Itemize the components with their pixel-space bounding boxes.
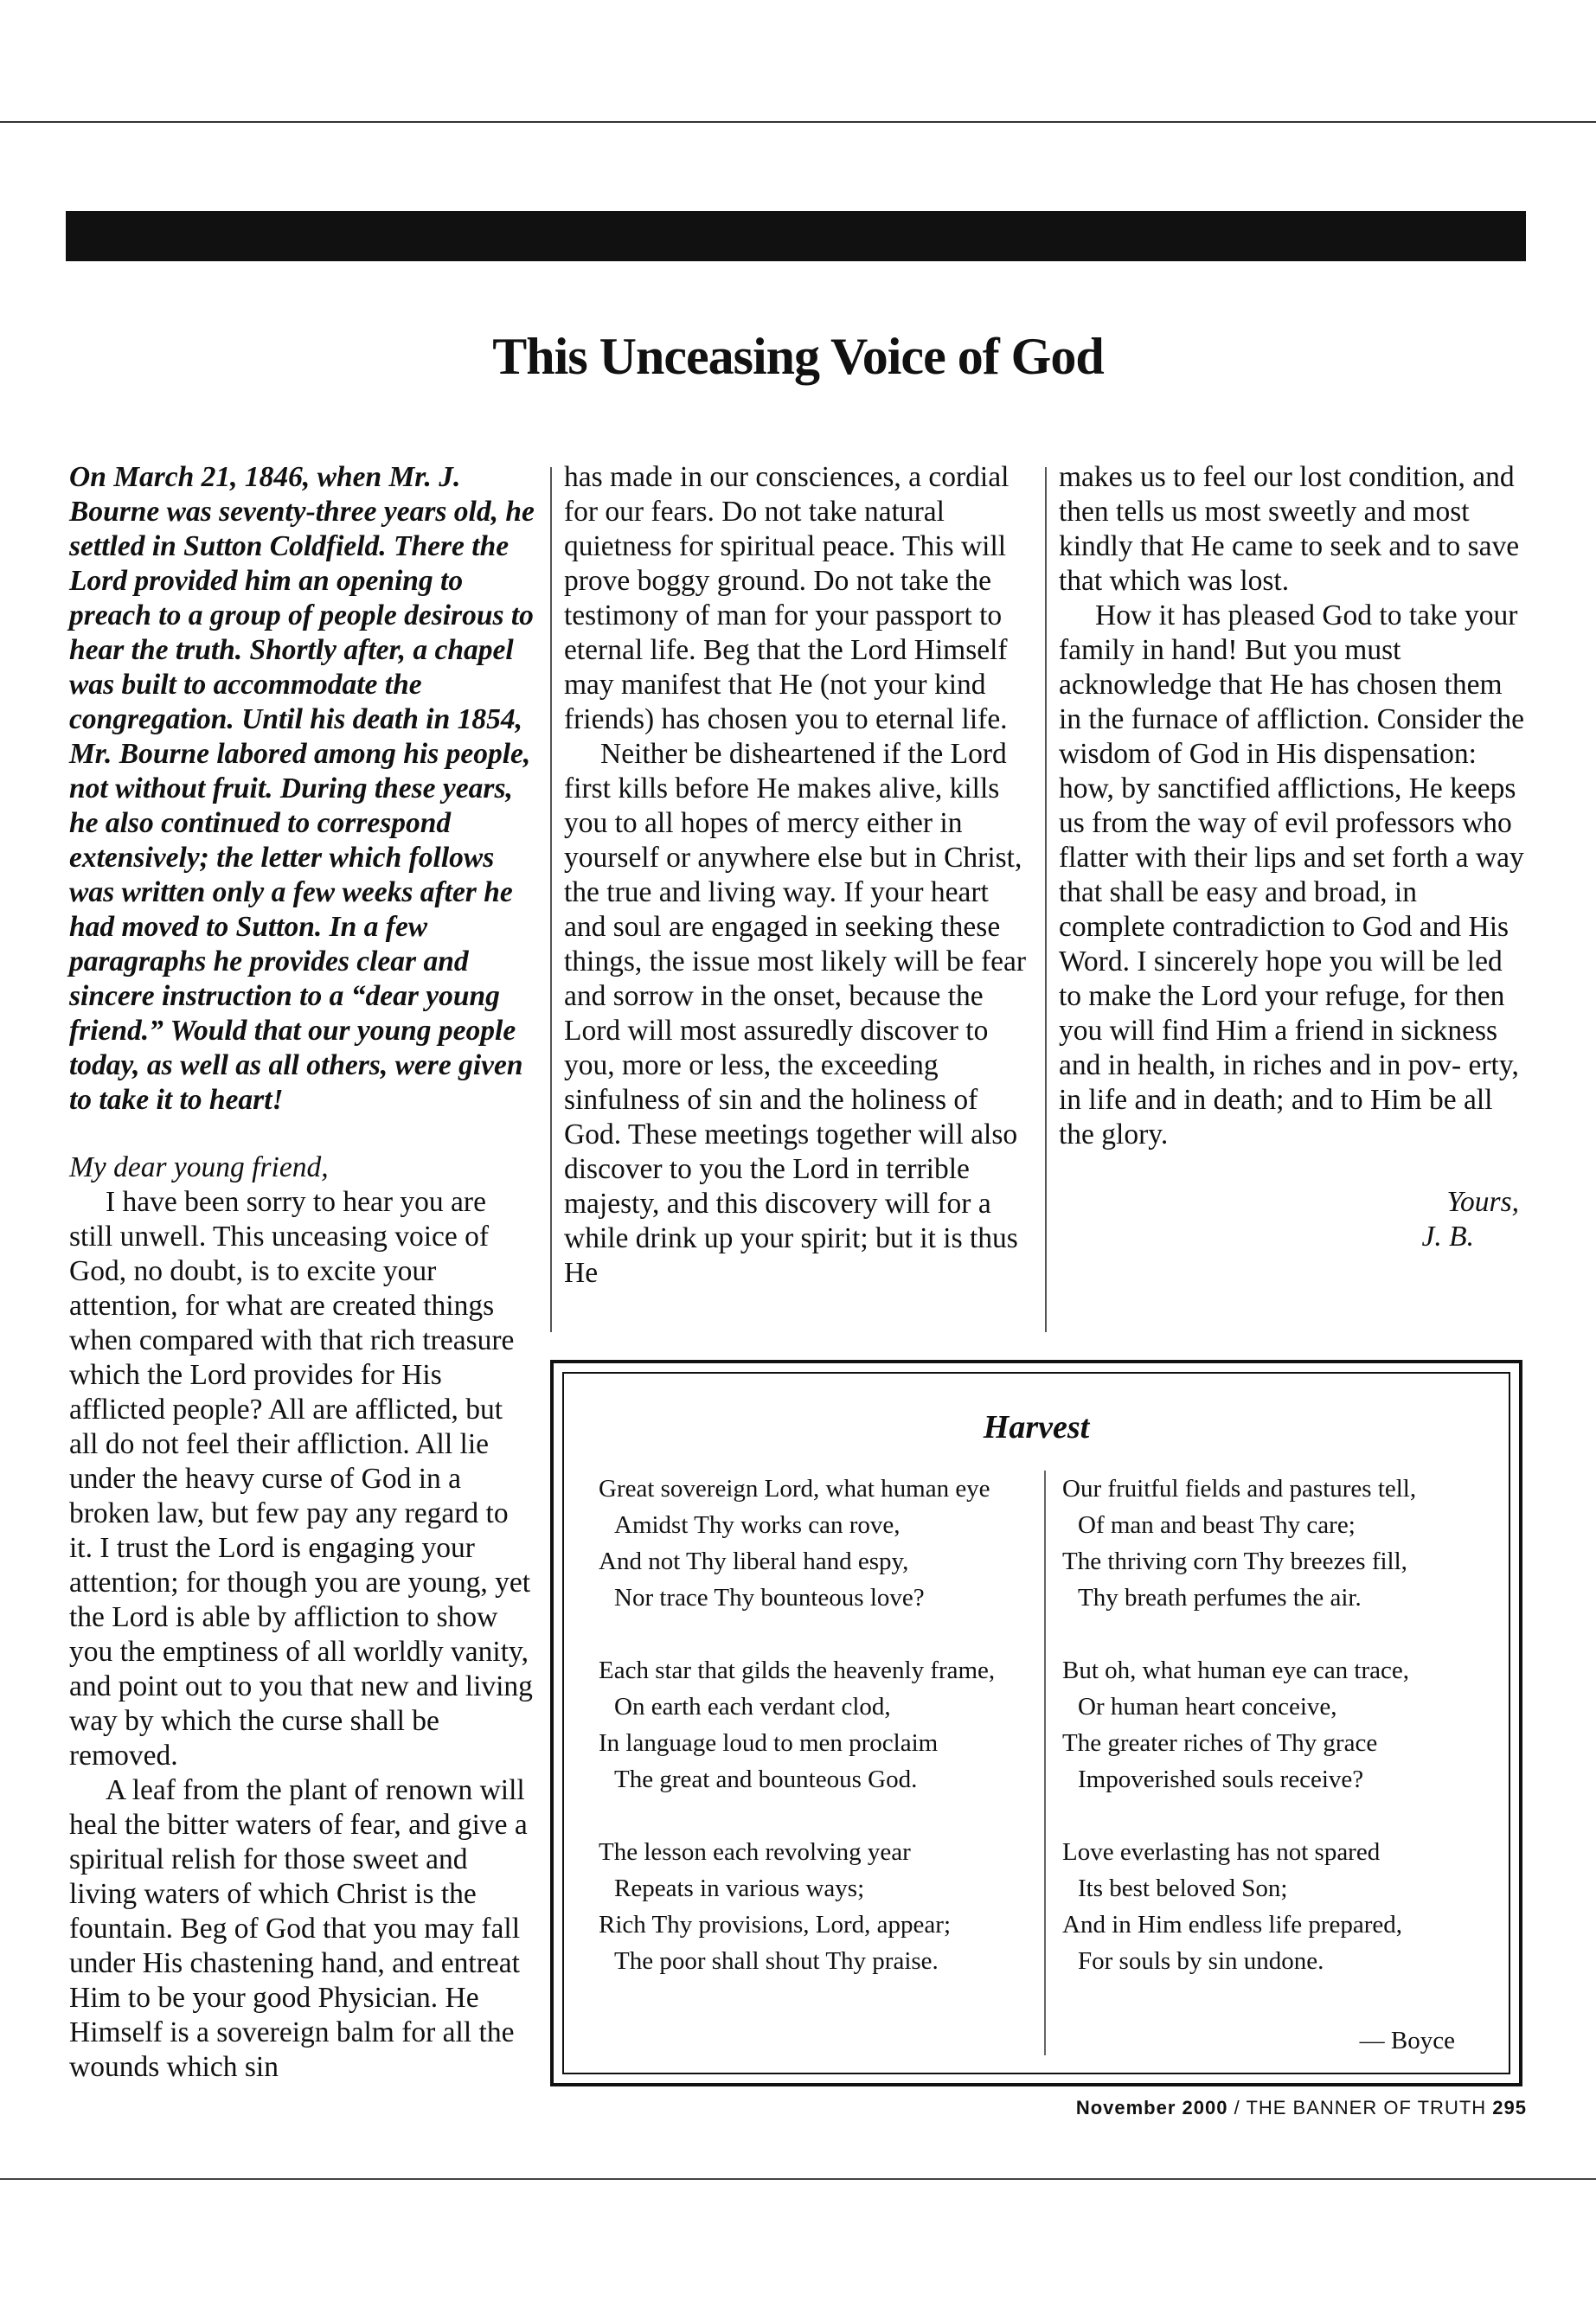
letter-paragraph-2: A leaf from the plant of renown will heal the bitter waters of fear, and give a spiritual relish for those sweet and living waters of which Christ is the fountain. Beg of God that you may fall under His chastening hand, and entreat Him to be your good Physician. He Himself is a sovereign balm for all the wounds which sin (69, 1774, 528, 2083)
letter-paragraph-2-continued: has made in our consciences, a cordial for our fears. Do not take natural quietness for spiritual peace. This will prove boggy ground. Do not take the testimony of man for your passport to eternal life. Beg that the Lord Himself may manifest that He (not your kind friends) has chosen you to eternal life. (564, 461, 1010, 735)
poem-title: Harvest (983, 1409, 1090, 1445)
poem-author: — Boyce (1359, 2027, 1455, 2054)
poem-stanza (599, 1652, 1048, 1798)
poem-right-column (1062, 1471, 1512, 2016)
poem-line: The greater riches of Thy grace (1062, 1729, 1378, 1757)
poem-line: Repeats in various ways; (614, 1875, 865, 1902)
page-footer (1076, 2097, 1527, 2119)
poem-line: Great sovereign Lord, what human eye (599, 1475, 990, 1503)
poem-line: And not Thy liberal hand espy, (599, 1548, 909, 1575)
poem-line: The lesson each revolving year (599, 1838, 911, 1866)
poem-divider (1044, 1471, 1046, 2055)
poem-line: Nor trace Thy bounteous love? (614, 1584, 925, 1612)
article-column-3 (1059, 460, 1526, 1254)
letter-paragraph-4: How it has pleased God to take your family in hand! But you must acknowledge that He has chosen them in the furnace of affliction. Consider the wisdom of God in His dispensation: how, by sanctified afflictions, He keeps us from the way of evil professors who flatter with their lips and set forth a way that shall be easy and broad, in complete contradiction to God and His Word. I sincerely hope you will be led to make the Lord your refuge, for then you will find Him a friend in sickness and in health, in riches and in pov- erty, in life and in death; and to Him be all the glory. (1059, 599, 1524, 1150)
poem-line: For souls by sin undone. (1078, 1947, 1324, 1975)
poem-line: Its best beloved Son; (1078, 1875, 1288, 1902)
bottom-rule (0, 2178, 1596, 2180)
poem-line: Amidst Thy works can rove, (614, 1511, 901, 1539)
poem-stanza (599, 1471, 1048, 1616)
letter-paragraph-3: Neither be disheartened if the Lord first kills before He makes alive, kills you to all hopes of mercy either in yourself or anywhere else but in Christ, the true and living way. If your heart and soul are engaged in seeking these things, the issue most likely will be fear and sorrow in the onset, because the Lord will most assuredly discover to you, more or less, the exceeding sinfulness of sin and the holiness of God. These meetings together will also discover to you the Lord in terrible majesty, and this discovery will for a while drink up your spirit; but it is thus He (564, 738, 1027, 1289)
poem-left-column (599, 1471, 1048, 2016)
footer-date: November 2000 (1075, 2097, 1228, 2118)
article-intro: On March 21, 1846, when Mr. J. Bourne was seventy-three years old, he settled in Sutton Coldfield. There the Lord provided him an opening to preach to a group of people desirous to hear the truth. Shortly after, a chapel was built to accommodate the congregation. Until his death in 1854, Mr. Bourne labored among his people, not without fruit. During these years, he also continued to correspond extensively; the letter which follows was written only a few weeks after he had moved to Sutton. In a few paragraphs he provides clear and sincere instruction to a “dear young friend.” Would that our young people today, as well as all others, were given to take it to heart! (69, 461, 535, 1116)
article-column-1 (69, 460, 536, 2085)
poem-line: Each star that gilds the heavenly frame, (599, 1657, 996, 1684)
poem-line: And in Him endless life prepared, (1062, 1911, 1403, 1939)
poem-line: Rich Thy provisions, Lord, appear; (599, 1911, 952, 1939)
footer-page-number: 295 (1492, 2097, 1527, 2118)
letter-salutation: My dear young friend, (69, 1151, 329, 1183)
top-rule (0, 121, 1596, 123)
column-divider-2 (1045, 467, 1047, 1332)
poem-line: Impoverished souls receive? (1078, 1766, 1364, 1793)
poem-line: The poor shall shout Thy praise. (614, 1947, 939, 1975)
poem-line: Love everlasting has not spared (1062, 1838, 1381, 1866)
letter-signature: J. B. (1421, 1221, 1474, 1253)
letter-paragraph-1: I have been sorry to hear you are still unwell. This unceasing voice of God, no doubt, is to excite your attention, for what are created things when compared with that rich treasure which the Lord provides for His afflicted people? All are afflicted, but all do not feel their affliction. All lie under the heavy curse of God in a broken law, but few pay any regard to it. I trust the Lord is engaging your attention; for though you are young, yet the Lord is able by affliction to show you the emptiness of all worldly vanity, and point out to you that new and living way by which the curse shall be removed. (69, 1186, 533, 1772)
poem-box-inner (562, 1372, 1510, 2074)
poem-box (550, 1360, 1522, 2086)
column-divider-1 (550, 467, 552, 1332)
poem-line: The great and bounteous God. (614, 1766, 918, 1793)
poem-line: Of man and beast Thy care; (1078, 1511, 1356, 1539)
letter-paragraph-3-continued: makes us to feel our lost condition, and then tells us most sweetly and most kindly that He came to seek and to save that which was lost. (1059, 461, 1520, 597)
poem-line: In language loud to men proclaim (599, 1729, 939, 1757)
poem-stanza (1062, 1471, 1512, 1616)
poem-line: Thy breath perfumes the air. (1078, 1584, 1362, 1612)
header-bar (66, 211, 1526, 261)
poem-line: But oh, what human eye can trace, (1062, 1657, 1410, 1684)
poem-stanza (599, 1834, 1048, 1979)
poem-line: On earth each verdant clod, (614, 1693, 891, 1721)
poem-line: Or human heart conceive, (1078, 1693, 1337, 1721)
poem-stanza (1062, 1834, 1512, 1979)
article-column-2 (564, 460, 1031, 1291)
letter-closing: Yours, (1446, 1186, 1519, 1218)
poem-stanza (1062, 1652, 1512, 1798)
poem-line: The thriving corn Thy breezes fill, (1062, 1548, 1407, 1575)
footer-publication: THE BANNER OF TRUTH (1246, 2097, 1487, 2118)
article-title: This Unceasing Voice of God (492, 328, 1104, 385)
footer-separator: / (1234, 2097, 1240, 2118)
poem-line: Our fruitful fields and pastures tell, (1062, 1475, 1417, 1503)
